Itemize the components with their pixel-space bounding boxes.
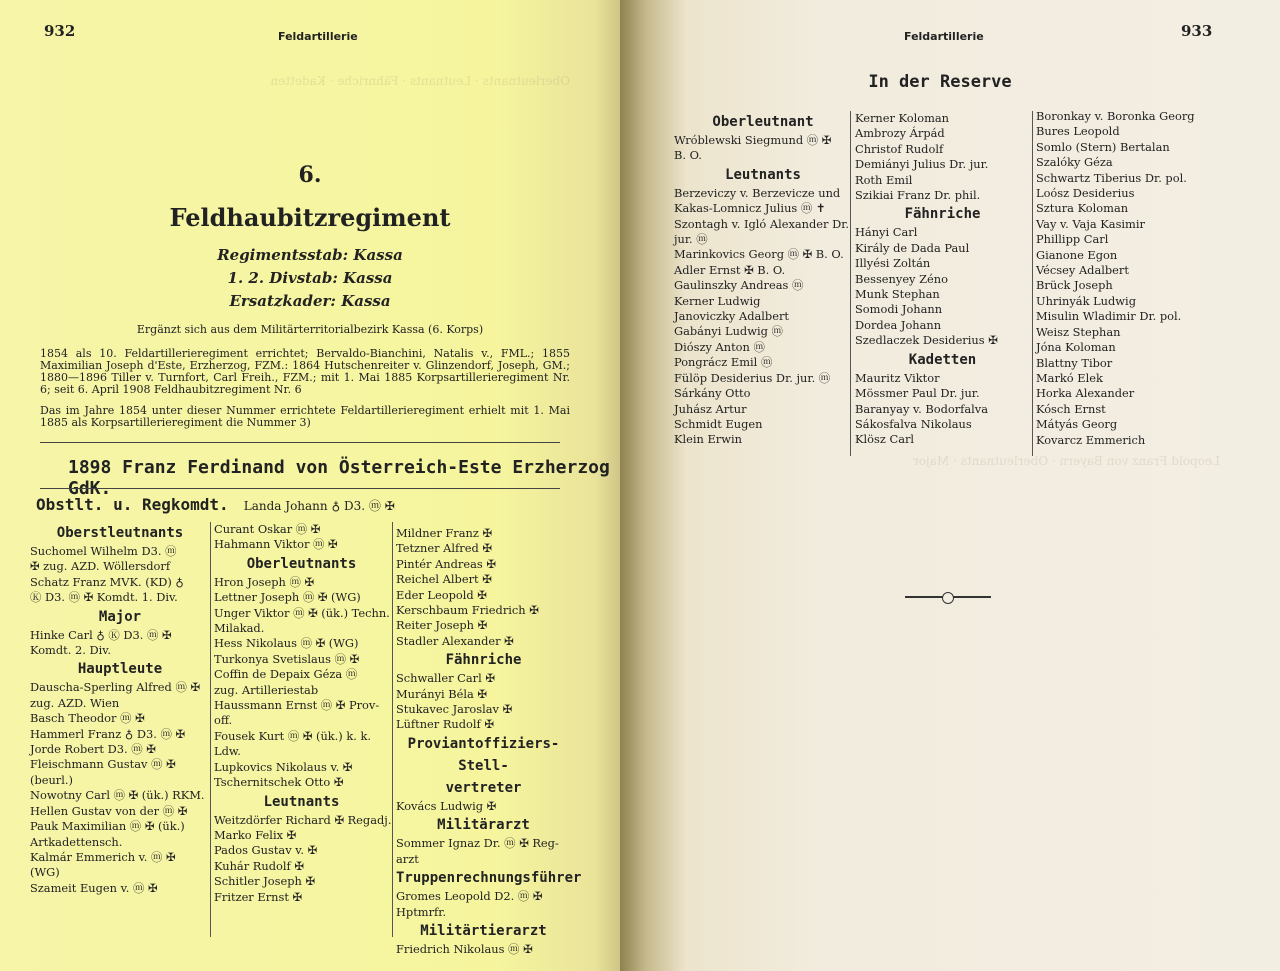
right-column-2 <box>855 111 1030 448</box>
roster-entry: Jóna Koloman <box>1036 340 1116 355</box>
roster-entry: Marko Felix ✠ <box>214 827 297 842</box>
bleed-through-text: Oberleutnants · Leutnants · Fähnriche · Kadetten <box>270 74 570 88</box>
column-rule <box>1032 111 1033 456</box>
left-column-1 <box>30 522 210 896</box>
roster-entry: (WG) <box>30 865 60 880</box>
roster-entry: Fleischmann Gustav ⓜ ✠ <box>30 757 176 772</box>
roster-entry: Schwaller Carl ✠ <box>396 671 495 686</box>
commander-rank: Obstlt. u. Regkomdt. <box>36 495 229 514</box>
roster-entry: Sákosfalva Nikolaus <box>855 416 972 431</box>
roster-entry: Ambrozy Árpád <box>855 126 945 141</box>
roster-entry: Boronkay v. Boronka Georg <box>1036 109 1195 123</box>
roster-entry: Milakad. <box>214 621 265 636</box>
roster-entry: Fülöp Desiderius Dr. jur. ⓜ <box>674 370 831 385</box>
roster-entry: Pintér Andreas ✠ <box>396 556 496 571</box>
roster-entry: Klein Erwin <box>674 432 742 447</box>
roster-entry: Stadler Alexander ✠ <box>396 633 514 648</box>
roster-entry: Jorde Robert D3. ⓜ ✠ <box>30 742 156 757</box>
column-rule <box>392 522 393 937</box>
roster-entry: Ldw. <box>214 744 241 759</box>
bleed-through-text: Leopold Franz von Bayern · Oberleutnants · Major <box>913 454 1220 468</box>
roster-entry: Bures Leopold <box>1036 124 1120 139</box>
roster-entry: Friedrich Nikolaus ⓜ ✠ <box>396 941 533 956</box>
roster-entry: Misulin Wladimir Dr. pol. <box>1036 309 1182 324</box>
roster-entry: Dordea Johann <box>855 317 942 332</box>
roster-entry: Curant Oskar ⓜ ✠ <box>214 522 321 536</box>
roster-entry: Nowotny Carl ⓜ ✠ (ük.) RKM. <box>30 788 205 803</box>
roster-entry: Janoviczky Adalbert <box>674 309 789 324</box>
rank-heading: Oberstleutnants <box>56 525 184 541</box>
roster-entry: Lupkovics Nikolaus v. ✠ <box>214 759 353 774</box>
roster-entry: Hányi Carl <box>855 225 918 240</box>
rank-heading: Major <box>98 608 142 625</box>
roster-entry: Gromes Leopold D2. ⓜ ✠ <box>396 889 543 904</box>
roster-entry: Sztura Koloman <box>1036 201 1129 216</box>
station-regimentsstab: Regimentsstab: Kassa <box>217 246 403 264</box>
roster-entry: Brück Joseph <box>1036 278 1113 293</box>
roster-entry: Basch Theodor ⓜ ✠ <box>30 711 145 726</box>
commander-entry: Landa Johann ♁ D3. ⓜ ✠ <box>243 499 395 513</box>
roster-entry: Kerner Ludwig <box>674 293 761 308</box>
roster-entry: B. O. <box>674 148 702 163</box>
roster-entry: arzt <box>396 851 419 866</box>
roster-entry: Mátyás Georg <box>1036 417 1118 432</box>
roster-entry: Somodi Johann <box>855 302 943 317</box>
roster-entry: off. <box>214 713 233 728</box>
right-column-3 <box>1036 109 1216 448</box>
roster-entry: Demiányi Julius Dr. jur. <box>855 157 989 172</box>
roster-entry: Reiter Joseph ✠ <box>396 618 488 633</box>
roster-entry: Vay v. Vaja Kasimir <box>1036 216 1145 231</box>
roster-entry: Gianone Egon <box>1036 247 1118 262</box>
running-header: Feldartillerie <box>904 30 984 43</box>
roster-entry: Szameit Eugen v. ⓜ ✠ <box>30 880 158 895</box>
rank-heading: Leutnants <box>263 793 340 810</box>
roster-entry: Szontagh v. Igló Alexander Dr. <box>674 216 850 231</box>
roster-entry: Hahmann Viktor ⓜ ✠ <box>214 537 338 552</box>
roster-entry: Unger Viktor ⓜ ✠ (ük.) Techn. <box>214 605 390 620</box>
roster-entry: Marinkovics Georg ⓜ ✠ B. O. <box>674 247 844 262</box>
roster-entry: jur. ⓜ <box>674 232 708 247</box>
roster-entry: Lüftner Rudolf ✠ <box>396 717 494 732</box>
roster-entry: Komdt. 2. Div. <box>30 643 111 658</box>
roster-entry: Hinke Carl ♁ Ⓚ D3. ⓜ ✠ <box>30 627 172 642</box>
history-paragraph: 1854 als 10. Feldartillerieregiment errichtet; Bervaldo-Bianchini, Natalis v., FML.; 1855 Maximilian Joseph d'Este, Erzherzog, FZM.: 1864 Hutschenreiter v. Glinzendorf, Joseph, GM.; 1880—1896 Tiller v. Turnfort, Carl Freih., FZM.; mit 1. Mai 1885 Korpsartillerieregiment Nr. 6; seit 6. April 1908 Feldhaubitzregiment Nr. 6 <box>40 347 570 396</box>
roster-entry: Tschernitschek Otto ✠ <box>214 775 344 790</box>
roster-entry: Hammerl Franz ♁ D3. ⓜ ✠ <box>30 726 185 741</box>
roster-entry: Suchomel Wilhelm D3. ⓜ <box>30 544 177 558</box>
left-column-2 <box>214 522 392 905</box>
roster-entry: (beurl.) <box>30 772 73 787</box>
station-ersatzkader: Ersatzkader: Kassa <box>229 292 391 310</box>
roster-entry: Szedlaczek Desiderius ✠ <box>855 333 998 348</box>
roster-entry: Markó Elek <box>1036 370 1103 385</box>
roster-entry: Roth Emil <box>855 172 913 187</box>
right-column-1 <box>674 111 852 448</box>
regiment-number: 6. <box>298 162 322 188</box>
roster-entry: Klösz Carl <box>855 432 915 447</box>
rank-heading: Kadetten <box>908 351 977 368</box>
roster-entry: Haussmann Ernst ⓜ ✠ Prov- <box>214 698 380 713</box>
roster-entry: Kuhár Rudolf ✠ <box>214 858 304 873</box>
rank-heading: Oberleutnant <box>712 114 814 130</box>
roster-entry: Somlo (Stern) Bertalan <box>1036 139 1170 154</box>
roster-entry: Eder Leopold ✠ <box>396 587 487 602</box>
commander-line <box>36 492 395 518</box>
column-rule <box>210 522 211 937</box>
roster-entry: Sárkány Otto <box>674 386 751 401</box>
roster-entry: Mauritz Viktor <box>855 370 940 385</box>
rank-heading: vertreter <box>445 779 522 796</box>
left-column-3 <box>396 526 582 957</box>
roster-entry: Lettner Joseph ⓜ ✠ (WG) <box>214 590 361 605</box>
roster-entry: Sommer Ignaz Dr. ⓜ ✠ Reg- <box>396 836 559 851</box>
roster-entry: Wróblewski Siegmund ⓜ ✠ <box>674 133 832 147</box>
roster-entry: Szikiai Franz Dr. phil. <box>855 188 981 203</box>
roster-entry: ✠ zug. AZD. Wöllersdorf <box>30 559 171 574</box>
roster-entry: Murányi Béla ✠ <box>396 686 487 701</box>
roster-entry: Horka Alexander <box>1036 386 1135 401</box>
roster-entry: Diószy Anton ⓜ <box>674 339 765 354</box>
roster-entry: Juhász Artur <box>674 401 747 416</box>
roster-entry: zug. AZD. Wien <box>30 695 120 710</box>
roster-entry: Kósch Ernst <box>1036 401 1106 416</box>
roster-entry: Hptmrfr. <box>396 904 447 919</box>
divider <box>40 442 560 443</box>
rank-heading: Truppenrechnungsführer <box>396 870 582 887</box>
roster-entry: Vécsey Adalbert <box>1036 263 1129 278</box>
roster-entry: Coffin de Depaix Géza ⓜ <box>214 667 358 682</box>
roster-entry: Mössmer Paul Dr. jur. <box>855 386 980 401</box>
page-number: 933 <box>1181 22 1213 40</box>
roster-entry: Dauscha-Sperling Alfred ⓜ ✠ <box>30 680 201 695</box>
rank-heading: Militärarzt <box>437 817 530 834</box>
roster-entry: Pauk Maximilian ⓜ ✠ (ük.) <box>30 819 185 834</box>
station-divstab: 1. 2. Divstab: Kassa <box>227 269 393 287</box>
roster-entry: Schatz Franz MVK. (KD) ♁ <box>30 574 184 589</box>
roster-entry: Weitzdörfer Richard ✠ Regadj. <box>214 812 392 827</box>
roster-entry: Kovarcz Emmerich <box>1036 432 1146 447</box>
rank-heading: Proviantoffiziers-Stell- <box>407 735 560 774</box>
roster-entry: Loósz Desiderius <box>1036 186 1135 201</box>
roster-entry: Fousek Kurt ⓜ ✠ (ük.) k. k. <box>214 728 372 743</box>
erganzt-line: Ergänzt sich aus dem Militärterritorialbezirk Kassa (6. Korps) <box>136 323 484 336</box>
roster-entry: Tetzner Alfred ✠ <box>396 541 492 556</box>
roster-entry: zug. Artilleriestab <box>214 682 319 697</box>
roster-entry: Pados Gustav v. ✠ <box>214 843 318 858</box>
rank-heading: Fähnriche <box>445 652 522 669</box>
history-note: Das im Jahre 1854 unter dieser Nummer errichtete Feldartillerieregiment erhielt mit 1. Mai 1885 als Korpsartillerieregiment die Nummer 3) <box>40 404 570 429</box>
roster-entry: Phillipp Carl <box>1036 232 1109 247</box>
roster-entry: Kerschbaum Friedrich ✠ <box>396 603 539 618</box>
roster-entry: Munk Stephan <box>855 287 940 302</box>
roster-entry: Illyési Zoltán <box>855 256 931 271</box>
rank-heading: Fähnriche <box>904 206 981 223</box>
inhaber-line: 1898 Franz Ferdinand von Österreich-Este Erzherzog GdK. <box>68 457 610 499</box>
rank-heading: Leutnants <box>725 166 801 183</box>
roster-entry: Blattny Tibor <box>1036 355 1113 370</box>
regiment-title: Feldhaubitzregiment <box>169 203 451 232</box>
roster-entry: Gaulinszky Andreas ⓜ <box>674 278 804 293</box>
roster-entry: Mildner Franz ✠ <box>396 526 493 540</box>
roster-entry: Stukavec Jaroslav ✠ <box>396 702 513 717</box>
roster-entry: Schitler Joseph ✠ <box>214 874 315 889</box>
running-header: Feldartillerie <box>278 30 358 43</box>
roster-entry: Adler Ernst ✠ B. O. <box>674 262 786 277</box>
ornament-rule <box>905 596 991 598</box>
roster-entry: Bessenyey Zéno <box>855 271 948 286</box>
roster-entry: Berzeviczy v. Berzevicze und <box>674 185 841 200</box>
roster-entry: Christof Rudolf <box>855 141 944 156</box>
page-number: 932 <box>44 22 76 40</box>
roster-entry: Turkonya Svetislaus ⓜ ✠ <box>214 651 360 666</box>
roster-entry: Schwartz Tiberius Dr. pol. <box>1036 170 1187 185</box>
left-page <box>0 0 620 971</box>
rank-heading: Militärtierarzt <box>420 922 547 939</box>
roster-entry: Kerner Koloman <box>855 111 950 125</box>
roster-entry: Fritzer Ernst ✠ <box>214 889 303 904</box>
roster-entry: Hess Nikolaus ⓜ ✠ (WG) <box>214 636 359 651</box>
roster-entry: Kalmár Emmerich v. ⓜ ✠ <box>30 849 176 864</box>
rank-heading: Oberleutnants <box>246 555 357 572</box>
roster-entry: Hellen Gustav von der ⓜ ✠ <box>30 803 188 818</box>
roster-entry: Szalóky Géza <box>1036 155 1113 170</box>
roster-entry: Ⓚ D3. ⓜ ✠ Komdt. 1. Div. <box>30 590 178 605</box>
rank-heading: Hauptleute <box>77 661 163 678</box>
roster-entry: Pongrácz Emil ⓜ <box>674 355 773 370</box>
column-rule <box>850 111 851 456</box>
roster-entry: Weisz Stephan <box>1036 324 1121 339</box>
roster-entry: Reichel Albert ✠ <box>396 572 492 587</box>
roster-entry: Hron Joseph ⓜ ✠ <box>214 574 315 589</box>
divider <box>40 488 560 489</box>
roster-entry: Kovács Ludwig ✠ <box>396 798 497 813</box>
roster-entry: Artkadettensch. <box>30 834 123 849</box>
roster-entry: Király de Dada Paul <box>855 240 970 255</box>
roster-entry: Uhrinyák Ludwig <box>1036 293 1136 308</box>
roster-entry: Kakas-Lomnicz Julius ⓜ ✝ <box>674 201 826 216</box>
roster-entry: Schmidt Eugen <box>674 416 763 431</box>
right-page <box>620 0 1280 971</box>
roster-entry: Gabányi Ludwig ⓜ <box>674 324 783 339</box>
section-title: In der Reserve <box>868 72 1012 92</box>
roster-entry: Baranyay v. Bodorfalva <box>855 401 989 416</box>
